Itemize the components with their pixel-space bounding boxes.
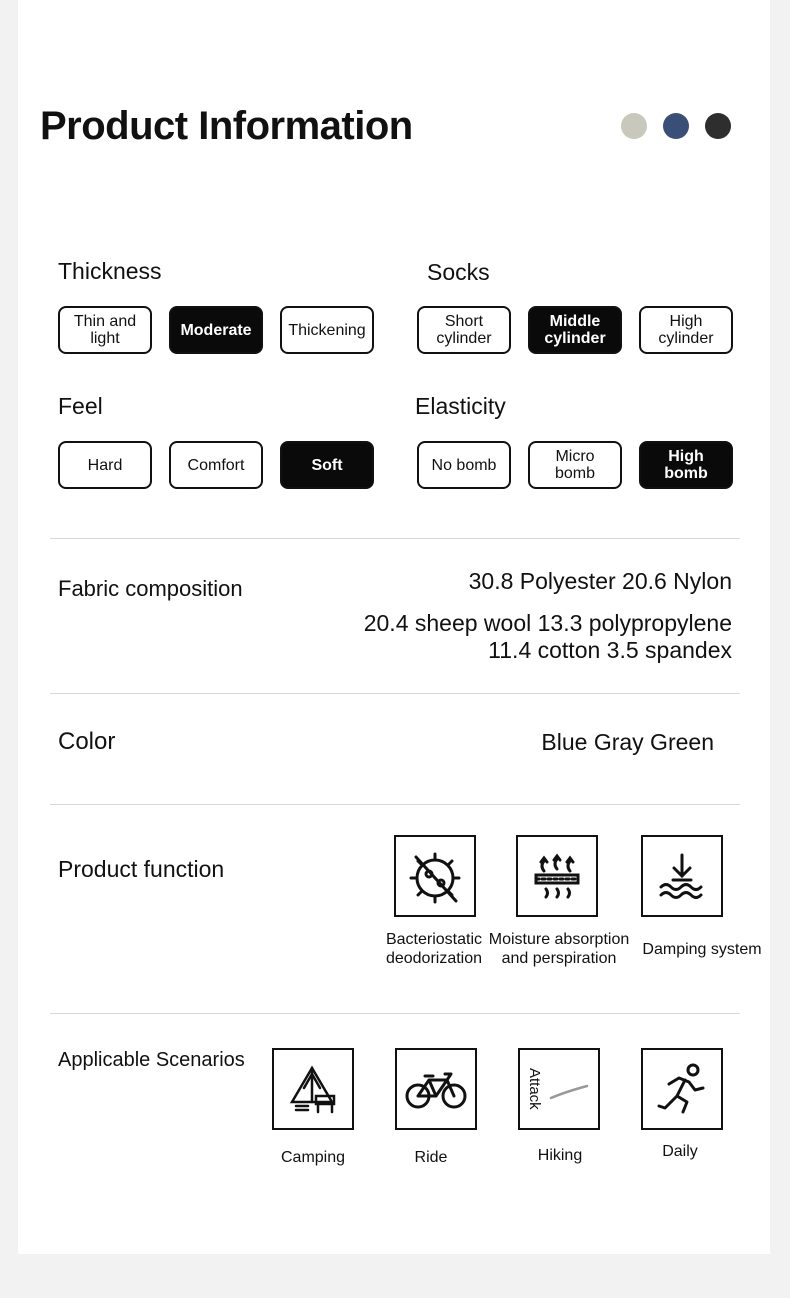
hiking-icon-text: Attack — [526, 1068, 543, 1110]
swatch-blue[interactable] — [663, 113, 689, 139]
damping-icon — [641, 835, 723, 917]
thickness-option[interactable]: Thin and light — [58, 306, 152, 354]
function-caption: Bacteriostatic deodorization — [385, 931, 483, 967]
bicycle-icon — [395, 1048, 477, 1130]
moisture-icon — [516, 835, 598, 917]
fabric-line-2: 20.4 sheep wool 13.3 polypropylene — [363, 610, 732, 636]
thickness-label: Thickness — [58, 258, 162, 284]
socks-option[interactable]: Short cylinder — [417, 306, 511, 354]
scenario-caption: Daily — [662, 1143, 698, 1160]
divider — [50, 1013, 740, 1014]
swatch-gray[interactable] — [621, 113, 647, 139]
elasticity-label: Elasticity — [415, 393, 506, 419]
page-title: Product Information — [40, 104, 413, 148]
elasticity-option[interactable]: High bomb — [639, 441, 733, 489]
antibacterial-icon — [394, 835, 476, 917]
function-caption: Moisture absorption and perspiration — [488, 931, 630, 967]
thickness-option[interactable]: Thickening — [280, 306, 374, 354]
scenario-caption: Ride — [414, 1149, 448, 1166]
divider — [50, 693, 740, 694]
feel-option[interactable]: Hard — [58, 441, 152, 489]
color-value: Blue Gray Green — [541, 729, 714, 755]
scenario-caption: Camping — [280, 1149, 346, 1166]
elasticity-option[interactable]: No bomb — [417, 441, 511, 489]
feel-option[interactable]: Comfort — [169, 441, 263, 489]
fabric-label: Fabric composition — [58, 576, 243, 601]
camping-icon — [272, 1048, 354, 1130]
fabric-line-3: 11.4 cotton 3.5 spandex — [488, 637, 732, 663]
socks-label: Socks — [427, 259, 490, 285]
scenarios-label: Applicable Scenarios — [58, 1049, 245, 1071]
feel-option[interactable]: Soft — [280, 441, 374, 489]
elasticity-option[interactable]: Micro bomb — [528, 441, 622, 489]
running-icon — [641, 1048, 723, 1130]
thickness-option[interactable]: Moderate — [169, 306, 263, 354]
function-label: Product function — [58, 856, 225, 882]
fabric-line-1: 30.8 Polyester 20.6 Nylon — [468, 568, 732, 594]
scenario-caption: Hiking — [537, 1147, 583, 1164]
function-caption: Damping system — [642, 941, 762, 958]
socks-option[interactable]: Middle cylinder — [528, 306, 622, 354]
hiking-icon — [518, 1048, 600, 1130]
swatch-dark[interactable] — [705, 113, 731, 139]
feel-label: Feel — [58, 393, 103, 419]
divider — [50, 538, 740, 539]
divider — [50, 804, 740, 805]
color-label: Color — [58, 728, 116, 755]
socks-option[interactable]: High cylinder — [639, 306, 733, 354]
